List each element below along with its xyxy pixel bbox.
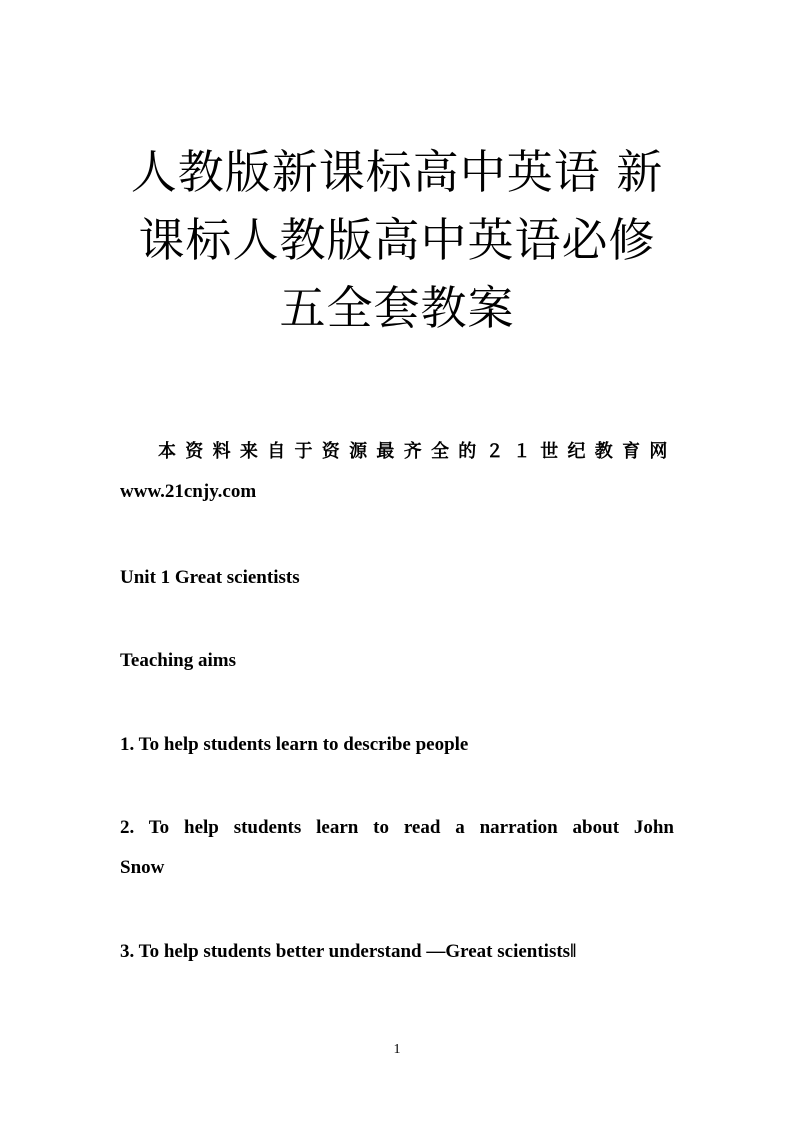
aim-item-2-line-1: 2. To help students learn to read a narration about John	[120, 817, 674, 838]
page-number: 1	[393, 1042, 401, 1057]
document-title	[100, 138, 694, 342]
aim-item-3: 3. To help students better understand —Great scientists‖	[120, 941, 577, 962]
source-note-chinese: 本资料来自于资源最齐全的２１世纪教育网	[158, 441, 677, 462]
source-url: www.21cnjy.com	[120, 481, 257, 502]
unit-heading: Unit 1 Great scientists	[120, 567, 300, 588]
teaching-aims-heading: Teaching aims	[120, 650, 236, 671]
aim-item-1: 1. To help students learn to describe people	[120, 734, 469, 755]
title-line-1: 人教版新课标高中英语 新	[130, 145, 664, 199]
title-line-3: 五全套教案	[279, 281, 515, 335]
source-note	[120, 439, 677, 505]
title-line-2: 课标人教版高中英语必修	[138, 213, 656, 267]
aim-item-2-line-2: Snow	[120, 857, 165, 878]
